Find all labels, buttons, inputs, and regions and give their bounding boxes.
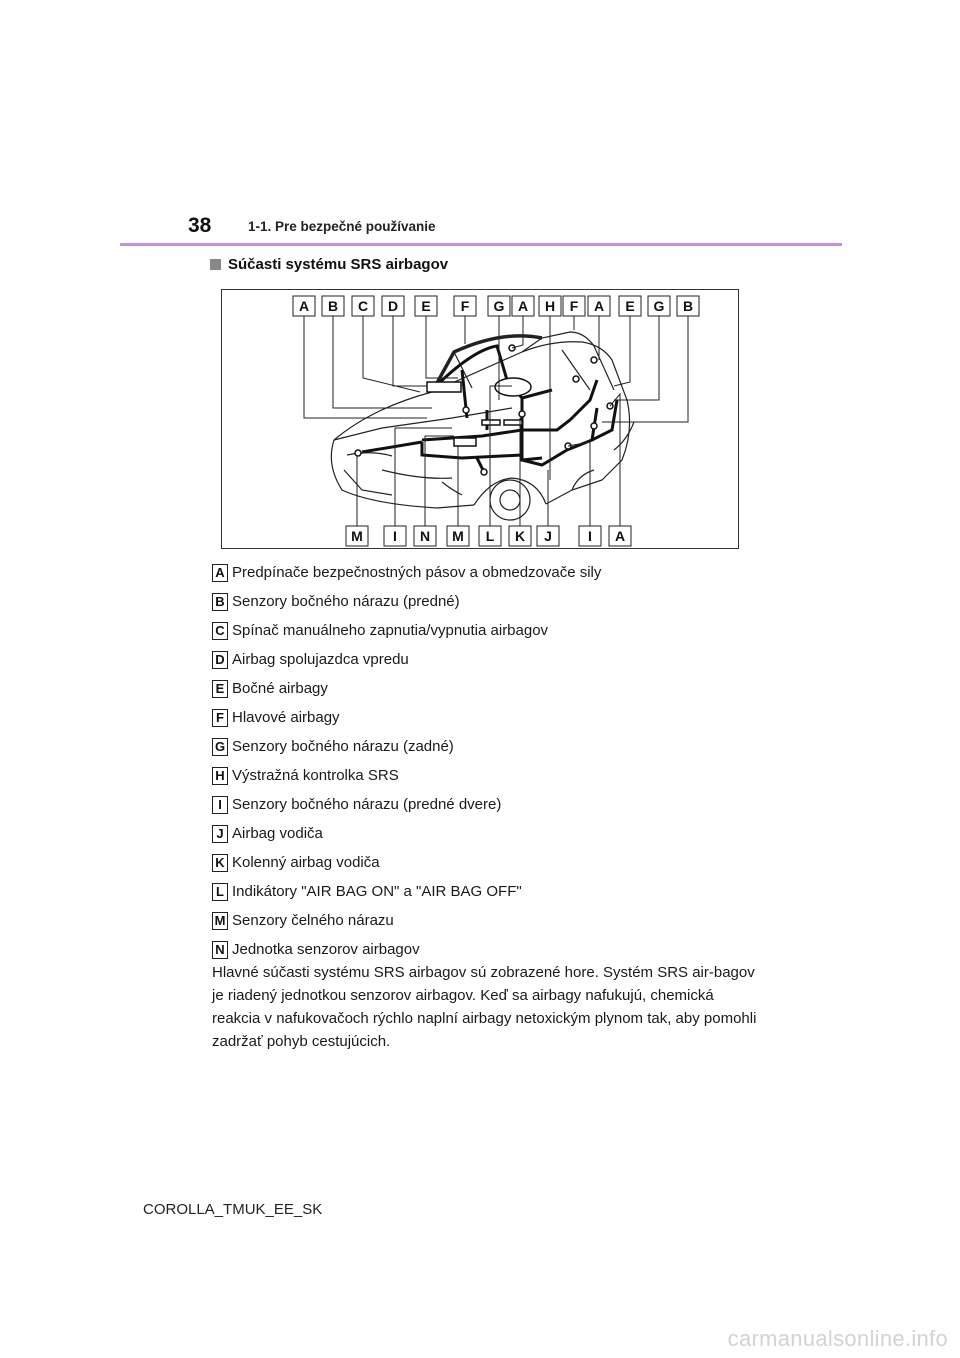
legend-item <box>212 674 772 703</box>
legend-key: L <box>212 883 228 901</box>
top-label-text: A <box>593 298 605 314</box>
top-label-text: F <box>569 298 579 314</box>
legend-key: K <box>212 854 228 872</box>
bottom-label-m <box>447 526 469 546</box>
legend-key: A <box>212 564 228 582</box>
legend-item <box>212 703 772 732</box>
car-diagram <box>222 290 740 550</box>
legend-item <box>212 790 772 819</box>
top-label-text: D <box>387 298 399 314</box>
header-rule <box>120 243 842 246</box>
top-label-e <box>415 296 437 316</box>
bottom-label-i <box>384 526 406 546</box>
square-bullet-icon <box>210 259 221 270</box>
top-label-text: A <box>298 298 310 314</box>
top-label-text: E <box>625 298 635 314</box>
car-outline <box>331 332 634 520</box>
legend-text: Indikátory "AIR BAG ON" a "AIR BAG OFF" <box>232 883 522 900</box>
page-number: 38 <box>188 214 212 237</box>
legend-text: Airbag vodiča <box>232 825 323 842</box>
top-label-text: C <box>357 298 369 314</box>
legend-text: Spínač manuálneho zapnutia/vypnutia airbagov <box>232 622 549 639</box>
airbag-components-figure <box>221 289 739 549</box>
top-label-b <box>322 296 344 316</box>
top-label-e <box>619 296 641 316</box>
legend-item <box>212 616 772 645</box>
top-label-text: G <box>493 298 505 314</box>
legend-text: Bočné airbagy <box>232 680 328 697</box>
bottom-label-i <box>579 526 601 546</box>
bottom-label-text: M <box>351 528 363 544</box>
legend-text: Senzory bočného nárazu (zadné) <box>232 738 454 755</box>
subsection-heading <box>210 256 448 273</box>
top-label-h <box>539 296 561 316</box>
legend-key: C <box>212 622 228 640</box>
legend-item <box>212 819 772 848</box>
legend-item <box>212 761 772 790</box>
legend-item <box>212 935 772 964</box>
bottom-label-text: A <box>614 528 626 544</box>
legend-key: H <box>212 767 228 785</box>
legend-item <box>212 732 772 761</box>
bottom-label-text: L <box>485 528 495 544</box>
top-label-g <box>648 296 670 316</box>
top-label-text: B <box>327 298 339 314</box>
legend-item <box>212 848 772 877</box>
top-label-text: H <box>544 298 556 314</box>
bottom-label-text: J <box>544 528 552 544</box>
top-label-f <box>454 296 476 316</box>
legend-item <box>212 645 772 674</box>
top-label-a <box>588 296 610 316</box>
bottom-label-j <box>537 526 559 546</box>
legend-key: D <box>212 651 228 669</box>
top-label-text: E <box>421 298 431 314</box>
top-label-c <box>352 296 374 316</box>
body-paragraph: Hlavné súčasti systému SRS airbagov sú zobrazené hore. Systém SRS air-bagov je riadený jednotkou senzorov airbagov. Keď sa airbagy nafukujú, chemická reakcia v nafukovačoch rýchlo naplní airbagy netoxickým plynom tak, aby pomohli zadržať pohyb cestujúcich. <box>212 964 757 1050</box>
bottom-label-a <box>609 526 631 546</box>
legend-key: G <box>212 738 228 756</box>
legend-text: Senzory čelného nárazu <box>232 912 394 929</box>
legend-key: M <box>212 912 228 930</box>
legend-text: Jednotka senzorov airbagov <box>232 941 420 958</box>
bottom-label-m <box>346 526 368 546</box>
legend-text: Senzory bočného nárazu (predné dvere) <box>232 796 502 813</box>
top-label-g <box>488 296 510 316</box>
legend-list <box>212 558 772 964</box>
legend-text: Kolenný airbag vodiča <box>232 854 380 871</box>
bottom-label-n <box>414 526 436 546</box>
legend-text: Senzory bočného nárazu (predné) <box>232 593 460 610</box>
bottom-label-text: M <box>452 528 464 544</box>
top-label-text: G <box>653 298 665 314</box>
legend-text: Hlavové airbagy <box>232 709 340 726</box>
top-label-d <box>382 296 404 316</box>
top-label-a <box>512 296 534 316</box>
bottom-label-l <box>479 526 501 546</box>
top-label-a <box>293 296 315 316</box>
legend-key: E <box>212 680 228 698</box>
top-label-f <box>563 296 585 316</box>
legend-key: J <box>212 825 228 843</box>
bottom-label-text: N <box>419 528 431 544</box>
legend-item <box>212 906 772 935</box>
watermark: carmanualsonline.info <box>727 1326 948 1351</box>
legend-text: Výstražná kontrolka SRS <box>232 767 399 784</box>
legend-text: Predpínače bezpečnostných pásov a obmedzovače sily <box>232 564 602 581</box>
subsection-title: Súčasti systému SRS airbagov <box>228 256 449 273</box>
legend-text: Airbag spolujazdca vpredu <box>232 651 409 668</box>
footer-doc-code: COROLLA_TMUK_EE_SK <box>143 1201 323 1218</box>
bottom-label-text: I <box>393 528 397 544</box>
legend-key: I <box>212 796 228 814</box>
section-title: 1-1. Pre bezpečné používanie <box>248 219 436 234</box>
legend-key: N <box>212 941 228 959</box>
top-label-text: B <box>682 298 694 314</box>
legend-item <box>212 558 772 587</box>
bottom-label-text: I <box>588 528 592 544</box>
top-label-b <box>677 296 699 316</box>
bottom-label-text: K <box>514 528 526 544</box>
legend-key: F <box>212 709 228 727</box>
bottom-label-k <box>509 526 531 546</box>
legend-key: B <box>212 593 228 611</box>
top-label-text: A <box>517 298 529 314</box>
legend-item <box>212 877 772 906</box>
top-label-text: F <box>460 298 470 314</box>
legend-item <box>212 587 772 616</box>
